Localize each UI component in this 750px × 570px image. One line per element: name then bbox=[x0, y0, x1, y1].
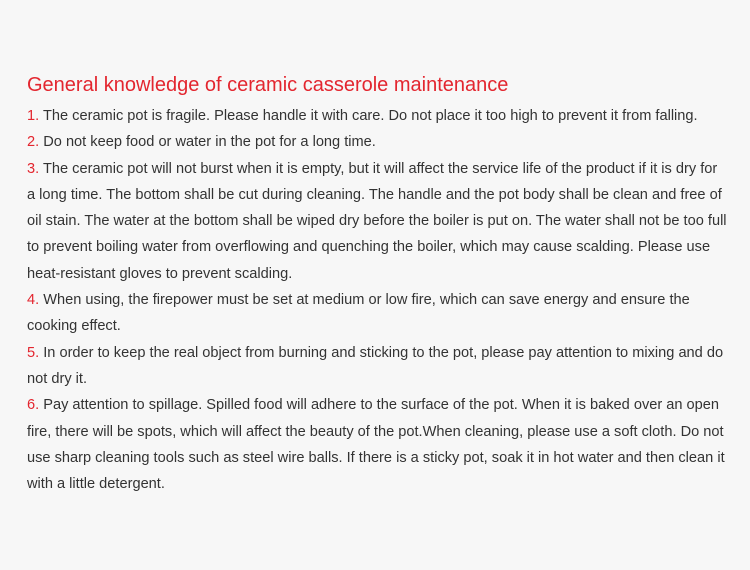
list-item bbox=[27, 392, 727, 497]
item-number: 2. bbox=[27, 134, 40, 151]
item-text: The ceramic pot will not burst when it is empty, but it will affect the service life of the product if it is dry for a long time. The bottom shall be cut during cleaning. The handle and the pot body shall be clean and free of oil stain. The water at the bottom shall be wiped dry before the boiler is put on. The water shall not be too full to prevent boiling water from overflowing and quenching the boiler, which may cause scalding. Please use heat-resistant gloves to prevent scalding. bbox=[27, 160, 727, 282]
item-text: The ceramic pot is fragile. Please handle it with care. Do not place it too high to prevent it from falling. bbox=[42, 108, 698, 124]
item-text: Pay attention to spillage. Spilled food will adhere to the surface of the pot. When it is baked over an open fire, there will be spots, which will affect the beauty of the pot.When cleaning, please use a soft cloth. Do not use sharp cleaning tools such as steel wire balls. If there is a sticky pot, soak it in hot water and then clean it with a little detergent. bbox=[27, 397, 725, 493]
item-number: 4. bbox=[27, 292, 40, 309]
maintenance-document bbox=[27, 72, 727, 497]
item-number: 5. bbox=[27, 344, 40, 361]
list-item bbox=[27, 156, 727, 287]
item-text: When using, the firepower must be set at medium or low fire, which can save energy and ensure the cooking effect. bbox=[27, 292, 690, 335]
item-text: In order to keep the real object from burning and sticking to the pot, please pay attention to mixing and do not dry it. bbox=[27, 344, 724, 387]
list-item bbox=[27, 129, 727, 155]
list-item bbox=[27, 340, 727, 393]
item-number: 6. bbox=[27, 397, 40, 414]
item-number: 1. bbox=[27, 108, 40, 124]
item-number: 3. bbox=[27, 160, 40, 177]
item-text: Do not keep food or water in the pot for a long time. bbox=[43, 134, 376, 151]
list-item bbox=[27, 287, 727, 340]
list-item bbox=[27, 103, 727, 129]
page-title: General knowledge of ceramic casserole maintenance bbox=[27, 74, 509, 96]
